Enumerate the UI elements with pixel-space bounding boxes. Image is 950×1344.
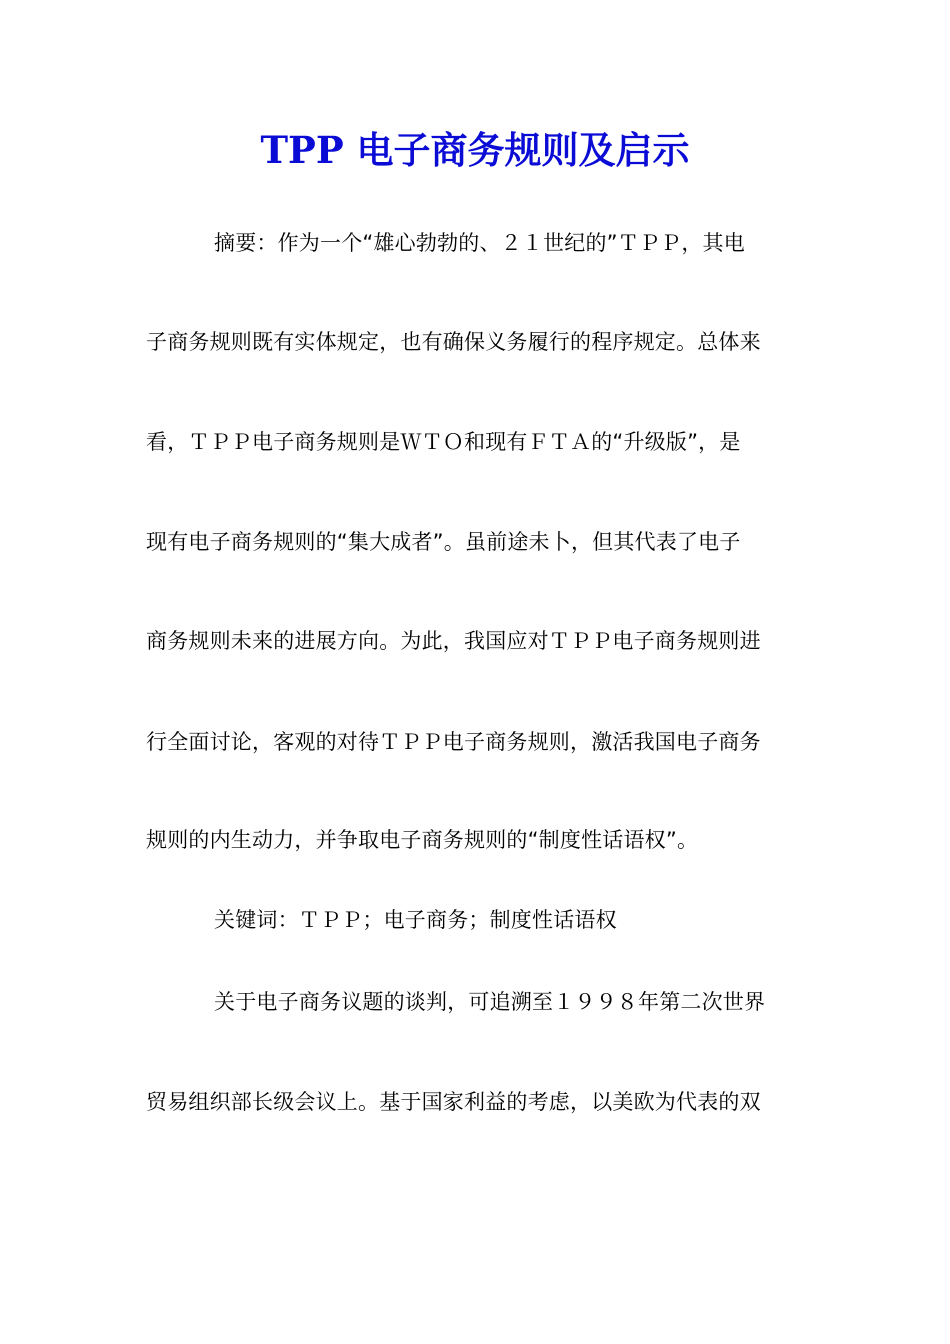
abstract-line-4: 现有电子商务规则的“集大成者”。虽前途未卜，但其代表了电子 [146, 530, 741, 554]
keywords-line: 关键词：ＴＰＰ；电子商务；制度性话语权 [214, 908, 617, 932]
abstract-line-2: 子商务规则既有实体规定，也有确保义务履行的程序规定。总体来 [146, 330, 761, 354]
abstract-line-3: 看，ＴＰＰ电子商务规则是ＷＴＯ和现有ＦＴＡ的“升级版”，是 [146, 430, 741, 454]
body-line-1: 关于电子商务议题的谈判，可追溯至１９９８年第二次世界 [214, 990, 766, 1014]
abstract-line-6: 行全面讨论，客观的对待ＴＰＰ电子商务规则，激活我国电子商务 [146, 730, 761, 754]
abstract-line-5: 商务规则未来的进展方向。为此，我国应对ＴＰＰ电子商务规则进 [146, 629, 761, 653]
abstract-line-1: 摘要：作为一个“雄心勃勃的、２１世纪的”ＴＰＰ，其电 [214, 231, 745, 255]
abstract-line-7: 规则的内生动力，并争取电子商务规则的“制度性话语权”。 [146, 828, 699, 852]
body-line-2: 贸易组织部长级会议上。基于国家利益的考虑，以美欧为代表的双 [146, 1090, 761, 1114]
document-title: TPP 电子商务规则及启示 [260, 128, 690, 172]
